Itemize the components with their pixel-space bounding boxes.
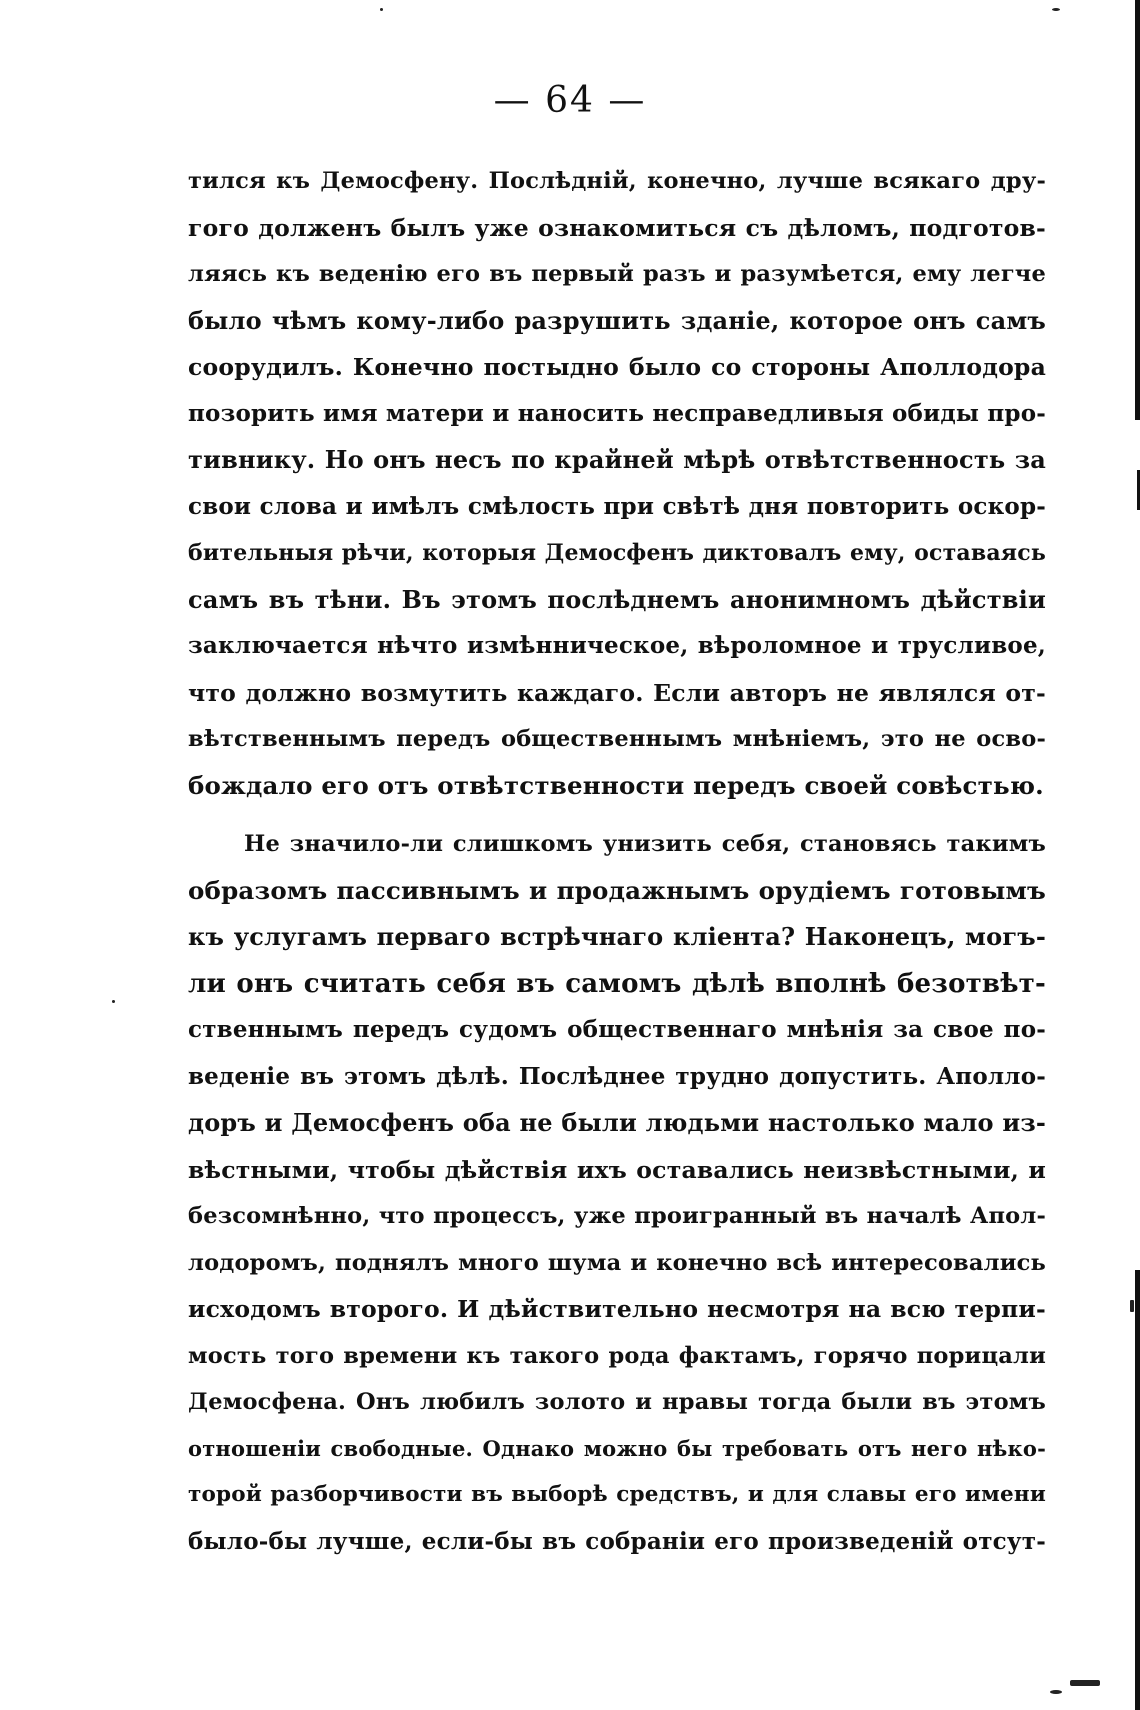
text-line: торой разборчивости въ выборѣ средствъ, и для славы его имени	[188, 1482, 1046, 1507]
scan-edge-bar	[1135, 0, 1140, 420]
text-line: исходомъ второго. И дѣйствительно несмотря на всю терпи-	[188, 1295, 1046, 1323]
text-line: ственнымъ передъ судомъ общественнаго мнѣнія за свое по-	[188, 1016, 1046, 1043]
text-line: Демосфена. Онъ любилъ золото и нравы тогда были въ этомъ	[188, 1389, 1046, 1415]
text-line: соорудилъ. Конечно постыдно было со стороны Аполлодора	[188, 353, 1046, 381]
text-line: тивнику. Но онъ несъ по крайней мѣрѣ отвѣтственность за	[188, 445, 1046, 474]
scan-speck	[380, 8, 383, 11]
text-line: свои слова и имѣлъ смѣлость при свѣтѣ дня повторить оскор-	[188, 492, 1046, 520]
scan-edge-bar	[1135, 1270, 1140, 1710]
text-line: ли онъ считать себя въ самомъ дѣлѣ вполнѣ безотвѣт-	[188, 968, 1046, 999]
paragraph-2	[188, 821, 1046, 1565]
scan-speck	[112, 1000, 115, 1003]
paragraph-gap	[188, 809, 1046, 821]
page-number: — 64 —	[493, 80, 647, 121]
scan-speck	[1130, 1300, 1134, 1312]
text-line: гого долженъ былъ уже ознакомиться съ дѣломъ, подготов-	[188, 213, 1046, 242]
text-line: бительныя рѣчи, которыя Демосфенъ диктовалъ ему, оставаясь	[188, 540, 1046, 566]
text-line: заключается нѣчто измѣнническое, вѣроломное и трусливое,	[188, 632, 1046, 659]
text-line: было чѣмъ кому-либо разрушить зданіе, которое онъ самъ	[188, 305, 1046, 335]
scan-edge-shadow	[1126, 0, 1140, 1710]
text-line: вѣтственнымъ передъ общественнымъ мнѣніемъ, это не осво-	[188, 726, 1046, 752]
scan-speck	[1050, 1690, 1062, 1694]
paragraph-1	[188, 158, 1046, 809]
text-line: Не значило-ли слишкомъ унизить себя, становясь такимъ	[244, 831, 1046, 857]
scan-speck	[1052, 8, 1060, 11]
text-line: веденіе въ этомъ дѣлѣ. Послѣднее трудно допустить. Аполло-	[188, 1062, 1046, 1090]
text-line: мость того времени къ такого рода фактамъ, горячо порицали	[188, 1342, 1046, 1369]
text-line: что должно возмутить каждаго. Если авторъ не являлся от-	[188, 678, 1046, 707]
text-line: тился къ Демосфену. Послѣдній, конечно, лучше всякаго дру-	[188, 168, 1046, 194]
text-line: къ услугамъ перваго встрѣчнаго кліента? Наконецъ, могъ-	[188, 922, 1046, 951]
text-line: отношеніи свободные. Однако можно бы требовать отъ него нѣко-	[188, 1435, 1046, 1461]
body-text	[188, 158, 1046, 1565]
text-line: ляясь къ веденію его въ первый разъ и разумѣется, ему легче	[188, 261, 1046, 287]
text-line: бождало его отъ отвѣтственности передъ своей совѣстью.	[188, 770, 1044, 800]
text-line: доръ и Демосфенъ оба не были людьми настолько мало из-	[188, 1108, 1046, 1137]
text-line: позорить имя матери и наносить несправедливыя обиды про-	[188, 399, 1046, 427]
text-line: лодоромъ, поднялъ много шума и конечно всѣ интересовались	[188, 1249, 1046, 1276]
text-line: образомъ пассивнымъ и продажнымъ орудіемъ готовымъ	[188, 875, 1046, 905]
text-line: было-бы лучше, если-бы въ собраніи его произведеній отсут-	[188, 1527, 1046, 1555]
text-line: самъ въ тѣни. Въ этомъ послѣднемъ анонимномъ дѣйствіи	[188, 584, 1046, 614]
text-line: безсомнѣнно, что процессъ, уже проигранный въ началѣ Апол-	[188, 1203, 1046, 1229]
scan-speck	[1070, 1680, 1100, 1686]
text-line: вѣстными, чтобы дѣйствія ихъ оставались неизвѣстными, и	[188, 1155, 1046, 1184]
